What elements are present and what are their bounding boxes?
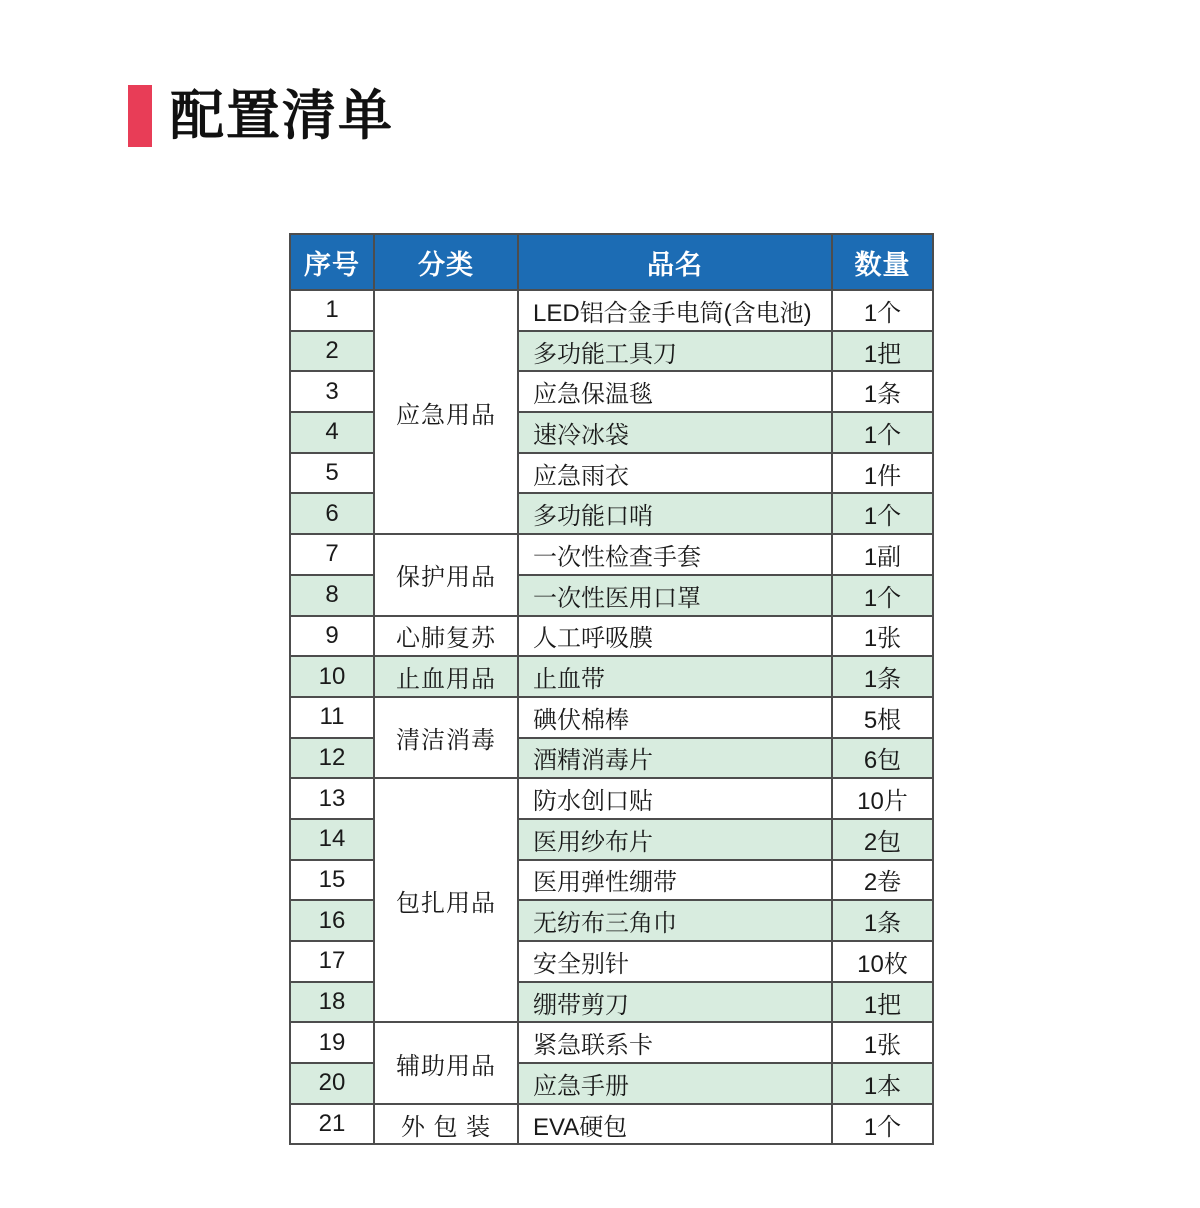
cell-qty: 1个 [832, 290, 933, 331]
cell-name: 应急雨衣 [518, 453, 832, 494]
table-row [290, 616, 933, 657]
cell-name: 多功能口哨 [518, 493, 832, 534]
cell-no: 18 [290, 982, 374, 1023]
cell-qty: 1副 [832, 534, 933, 575]
cell-name: 碘伏棉棒 [518, 697, 832, 738]
table-header [290, 234, 933, 290]
cell-no: 7 [290, 534, 374, 575]
cell-qty: 10片 [832, 778, 933, 819]
cell-name: 人工呼吸膜 [518, 616, 832, 657]
table-row [290, 778, 933, 819]
cell-qty: 10枚 [832, 941, 933, 982]
cell-name: 应急保温毯 [518, 371, 832, 412]
cell-qty: 1把 [832, 982, 933, 1023]
cell-qty: 1条 [832, 900, 933, 941]
cell-qty: 2包 [832, 819, 933, 860]
cell-category: 止血用品 [374, 656, 518, 697]
table-row [290, 656, 933, 697]
cell-category: 应急用品 [374, 290, 518, 534]
table-body [290, 290, 933, 1144]
config-table-wrap [289, 233, 934, 1145]
cell-category: 辅助用品 [374, 1022, 518, 1103]
cell-name: 一次性检查手套 [518, 534, 832, 575]
cell-no: 21 [290, 1104, 374, 1145]
cell-name: LED铝合金手电筒(含电池) [518, 290, 832, 331]
cell-name: 医用纱布片 [518, 819, 832, 860]
config-table [289, 233, 934, 1145]
table-row [290, 534, 933, 575]
cell-name: 安全别针 [518, 941, 832, 982]
cell-no: 3 [290, 371, 374, 412]
cell-qty: 6包 [832, 738, 933, 779]
cell-category: 心肺复苏 [374, 616, 518, 657]
cell-qty: 1个 [832, 1104, 933, 1145]
cell-qty: 1个 [832, 575, 933, 616]
cell-no: 16 [290, 900, 374, 941]
cell-qty: 1条 [832, 371, 933, 412]
cell-no: 10 [290, 656, 374, 697]
cell-no: 17 [290, 941, 374, 982]
cell-qty: 2卷 [832, 860, 933, 901]
cell-no: 13 [290, 778, 374, 819]
table-row [290, 1104, 933, 1145]
cell-no: 8 [290, 575, 374, 616]
cell-name: 应急手册 [518, 1063, 832, 1104]
cell-qty: 1张 [832, 1022, 933, 1063]
cell-name: 绷带剪刀 [518, 982, 832, 1023]
cell-category: 外 包 装 [374, 1104, 518, 1145]
cell-no: 11 [290, 697, 374, 738]
header-row [290, 234, 933, 290]
cell-no: 9 [290, 616, 374, 657]
column-header-name: 品名 [518, 234, 832, 290]
cell-name: 无纺布三角巾 [518, 900, 832, 941]
column-header-no: 序号 [290, 234, 374, 290]
cell-name: 紧急联系卡 [518, 1022, 832, 1063]
cell-no: 2 [290, 331, 374, 372]
cell-no: 20 [290, 1063, 374, 1104]
column-header-category: 分类 [374, 234, 518, 290]
cell-name: 防水创口贴 [518, 778, 832, 819]
page-title: 配置清单 [170, 86, 394, 146]
table-row [290, 697, 933, 738]
cell-name: 医用弹性绷带 [518, 860, 832, 901]
cell-no: 4 [290, 412, 374, 453]
cell-no: 14 [290, 819, 374, 860]
cell-qty: 1个 [832, 493, 933, 534]
cell-qty: 1把 [832, 331, 933, 372]
cell-category: 保护用品 [374, 534, 518, 615]
table-row [290, 290, 933, 331]
cell-category: 包扎用品 [374, 778, 518, 1022]
cell-name: 一次性医用口罩 [518, 575, 832, 616]
cell-name: 速冷冰袋 [518, 412, 832, 453]
cell-qty: 1条 [832, 656, 933, 697]
cell-no: 15 [290, 860, 374, 901]
cell-category: 清洁消毒 [374, 697, 518, 778]
cell-no: 1 [290, 290, 374, 331]
cell-qty: 1张 [832, 616, 933, 657]
cell-no: 6 [290, 493, 374, 534]
page-title-block [128, 80, 394, 152]
table-row [290, 1022, 933, 1063]
title-accent-bar [128, 85, 152, 147]
column-header-qty: 数量 [832, 234, 933, 290]
cell-qty: 1件 [832, 453, 933, 494]
cell-qty: 1个 [832, 412, 933, 453]
cell-no: 19 [290, 1022, 374, 1063]
cell-no: 12 [290, 738, 374, 779]
cell-name: 酒精消毒片 [518, 738, 832, 779]
cell-name: 多功能工具刀 [518, 331, 832, 372]
cell-no: 5 [290, 453, 374, 494]
cell-name: 止血带 [518, 656, 832, 697]
cell-name: EVA硬包 [518, 1104, 832, 1145]
cell-qty: 5根 [832, 697, 933, 738]
cell-qty: 1本 [832, 1063, 933, 1104]
